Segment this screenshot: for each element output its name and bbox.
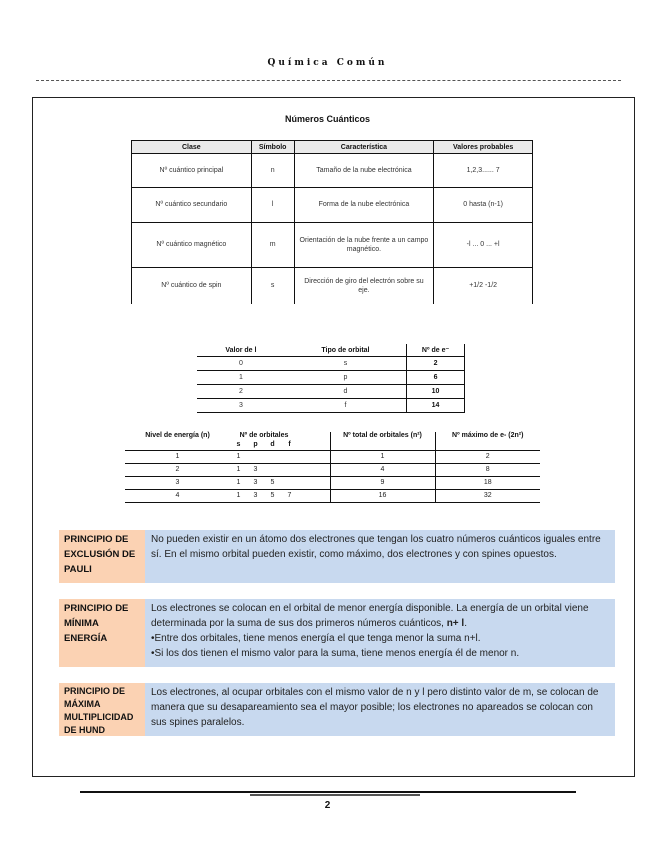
table-cell: 6 xyxy=(407,371,465,385)
table-cell: 4 xyxy=(125,489,230,502)
column-subheader: p xyxy=(247,441,264,450)
table-header-row xyxy=(132,141,533,154)
page-number: 2 xyxy=(324,800,331,811)
table-cell: 9 xyxy=(330,476,435,489)
table-cell xyxy=(281,463,298,476)
table-cell: Nº cuántico de spin xyxy=(132,268,252,305)
principle-text xyxy=(145,599,615,667)
section-title: Números Cuánticos xyxy=(284,114,371,124)
column-header: Nº total de orbitales (n²) xyxy=(330,432,435,441)
table-cell: 1 xyxy=(230,463,247,476)
principle-text-bold: n+ l xyxy=(446,618,465,629)
header-divider xyxy=(36,80,621,81)
orbital-types-table xyxy=(197,344,465,413)
table-cell: +1/2 -1/2 xyxy=(434,268,533,305)
table-cell: n xyxy=(251,154,294,188)
table-cell: 1 xyxy=(230,450,247,463)
table-cell: Nº cuántico secundario xyxy=(132,188,252,223)
table-cell: 2 xyxy=(197,385,285,399)
minimum-energy-principle-box xyxy=(59,599,615,667)
table-cell: Tamaño de la nube electrónica xyxy=(294,154,434,188)
table-row xyxy=(197,399,465,413)
column-header: Nº máximo de e- (2n²) xyxy=(435,432,540,441)
column-header: Nº de e⁻ xyxy=(407,344,465,357)
table-cell: Nº cuántico magnético xyxy=(132,223,252,268)
column-header: Símbolo xyxy=(251,141,294,154)
table-cell: 4 xyxy=(330,463,435,476)
column-header: Valor de l xyxy=(197,344,285,357)
energy-levels-table xyxy=(125,432,540,503)
table-cell: Forma de la nube electrónica xyxy=(294,188,434,223)
table-cell: 16 xyxy=(330,489,435,502)
column-subheader: d xyxy=(264,441,281,450)
footer-divider-shadow xyxy=(250,794,420,796)
table-cell: 10 xyxy=(407,385,465,399)
table-cell: 7 xyxy=(281,489,298,502)
page-header-title: Química Común xyxy=(267,58,388,68)
table-cell xyxy=(264,463,281,476)
table-cell: 3 xyxy=(247,463,264,476)
table-cell: 3 xyxy=(197,399,285,413)
principle-label: PRINCIPIO DE MÁXIMA MULTIPLICIDAD DE HUND xyxy=(59,683,145,736)
principle-text: Los electrones, al ocupar orbitales con el mismo valor de n y l pero distinto valor de m, se colocan de manera que su desapareamiento sea el mayor posible; los electrones no apareados se colocan con sus spines paralelos. xyxy=(145,683,615,736)
column-header: Valores probables xyxy=(434,141,533,154)
table-cell: f xyxy=(285,399,407,413)
column-subheader: f xyxy=(281,441,298,450)
table-cell xyxy=(281,450,298,463)
column-header: Clase xyxy=(132,141,252,154)
table-cell: 2 xyxy=(435,450,540,463)
table-cell: 32 xyxy=(435,489,540,502)
column-header: Tipo de orbital xyxy=(285,344,407,357)
table-cell: 1 xyxy=(197,371,285,385)
footer-divider xyxy=(80,791,576,793)
column-header: Nivel de energía (n) xyxy=(145,432,210,439)
hund-principle-box xyxy=(59,683,615,736)
table-cell: 2 xyxy=(125,463,230,476)
table-cell: 1 xyxy=(125,450,230,463)
table-row xyxy=(197,371,465,385)
table-row xyxy=(132,268,533,305)
principle-label: PRINCIPIO DE EXCLUSIÓN DE PAULI xyxy=(59,530,145,583)
table-cell: m xyxy=(251,223,294,268)
table-cell: s xyxy=(285,357,407,371)
column-subheader: s xyxy=(230,441,247,450)
table-cell: 8 xyxy=(435,463,540,476)
table-cell: d xyxy=(285,385,407,399)
table-row xyxy=(125,450,540,463)
table-cell: 5 xyxy=(264,489,281,502)
table-cell: 14 xyxy=(407,399,465,413)
table-row xyxy=(125,463,540,476)
table-cell: Dirección de giro del electrón sobre su eje. xyxy=(294,268,434,305)
table-cell xyxy=(247,450,264,463)
pauli-principle-box xyxy=(59,530,615,583)
table-cell: 1,2,3...... 7 xyxy=(434,154,533,188)
table-cell: 3 xyxy=(247,476,264,489)
table-row xyxy=(125,489,540,502)
table-cell xyxy=(281,476,298,489)
principle-text: No pueden existir en un átomo dos electrones que tengan los cuatro números cuánticos iguales entre sí. En el mismo orbital pueden existir, como máximo, dos electrones y con spines opuestos. xyxy=(145,530,615,583)
table-cell: 1 xyxy=(330,450,435,463)
table-cell: 5 xyxy=(264,476,281,489)
table-cell: 1 xyxy=(230,489,247,502)
principle-bullet: •Si los dos tienen el mismo valor para la suma, tiene menos energía él de menor n. xyxy=(151,648,520,659)
table-cell: -l ... 0 ... +l xyxy=(434,223,533,268)
table-row xyxy=(132,154,533,188)
table-cell: Orientación de la nube frente a un campo magnético. xyxy=(294,223,434,268)
table-row xyxy=(132,223,533,268)
table-cell: Nº cuántico principal xyxy=(132,154,252,188)
table-cell: s xyxy=(251,268,294,305)
table-cell: 2 xyxy=(407,357,465,371)
table-cell: 18 xyxy=(435,476,540,489)
table-header-row xyxy=(197,344,465,357)
table-subheader-row xyxy=(125,441,540,450)
quantum-numbers-table xyxy=(131,140,533,304)
principle-label: PRINCIPIO DE MÍNIMA ENERGÍA xyxy=(59,599,145,667)
table-cell: 3 xyxy=(125,476,230,489)
table-cell: 0 hasta (n-1) xyxy=(434,188,533,223)
table-cell: 3 xyxy=(247,489,264,502)
table-row xyxy=(197,357,465,371)
table-cell: p xyxy=(285,371,407,385)
table-cell: l xyxy=(251,188,294,223)
column-header: Característica xyxy=(294,141,434,154)
principle-bullet: •Entre dos orbitales, tiene menos energía el que tenga menor la suma n+l. xyxy=(151,633,481,644)
column-header: Nº de orbitales xyxy=(239,432,289,439)
table-header-row xyxy=(125,432,540,441)
table-cell: 1 xyxy=(230,476,247,489)
table-cell xyxy=(264,450,281,463)
table-row xyxy=(132,188,533,223)
table-row xyxy=(197,385,465,399)
table-row xyxy=(125,476,540,489)
table-cell: 0 xyxy=(197,357,285,371)
principle-text-rest: . xyxy=(464,618,467,629)
principle-text-main: Los electrones se colocan en el orbital de menor energía disponible. La energía de un orbital viene determinada por la suma de sus dos primeros números cuánticos, xyxy=(151,603,589,629)
